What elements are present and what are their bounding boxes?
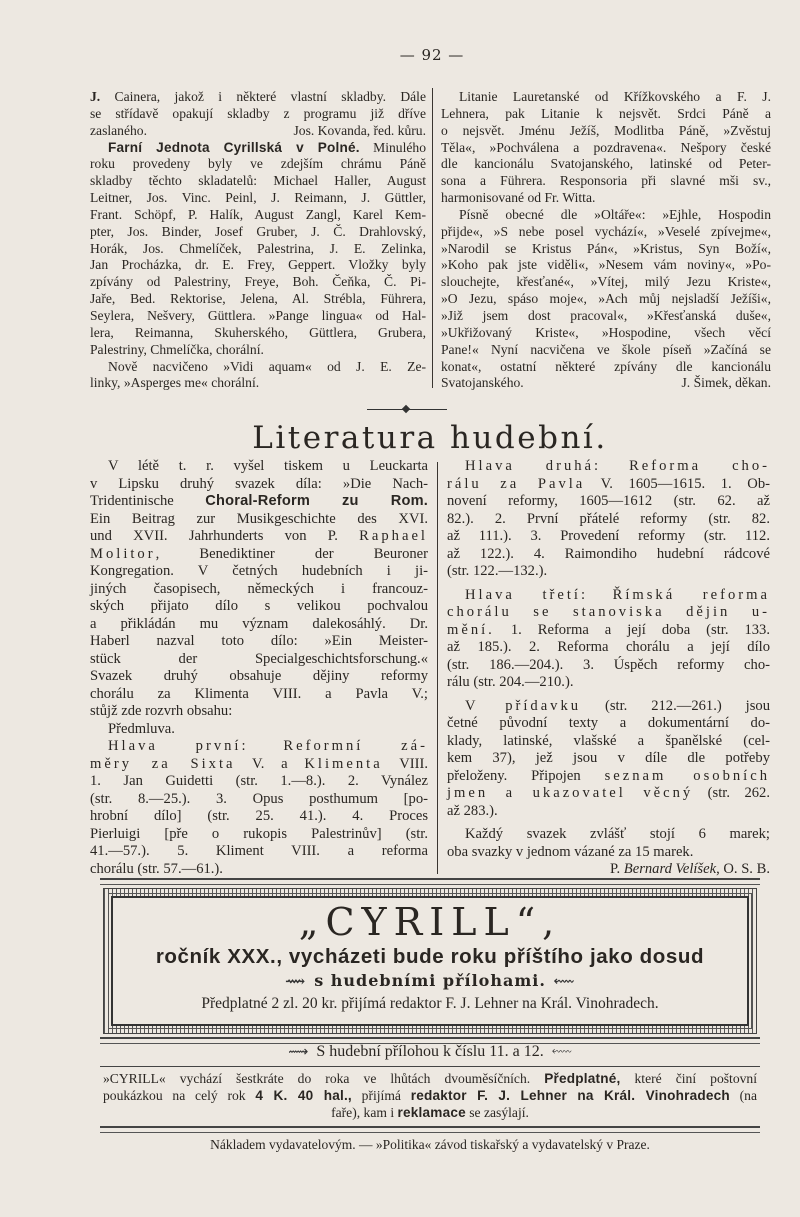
- text-line: [90, 791, 428, 809]
- text-line: [90, 458, 428, 476]
- text: (str. 186.—204.). 3. Úspěch reformy cho-: [447, 656, 770, 673]
- text: »Ukřižovaný Kriste«, »Hospodine, všech věcí: [441, 324, 771, 340]
- text-line: [90, 89, 426, 106]
- paragraph: [103, 1070, 757, 1121]
- text: Písně obecné dle »Oltáře«: »Ejhle, Hospodin: [459, 206, 771, 222]
- advert-price: Předplatné 2 zl. 20 kr. přijímá redaktor F. J. Lehner na Král. Vinohradech.: [201, 995, 659, 1012]
- supplement-line: [0, 1043, 800, 1061]
- top-left-column: [90, 89, 426, 392]
- text-line: [447, 622, 770, 640]
- text: Svazek druhý obsahuje dějiny reformy: [90, 668, 428, 684]
- bold-text: 4 K. 40 hal.,: [255, 1088, 352, 1103]
- text: Jaře, Bed. Rektorise, Jelena, Al. Strébla, Führera,: [90, 291, 426, 307]
- text: roku provedeny byly ve zdejším chrámu Páně: [90, 156, 426, 172]
- swash-right-icon: ⬳: [551, 1045, 572, 1060]
- text-line: [90, 173, 426, 190]
- text-line: [90, 274, 426, 291]
- spaced-text: Hlava druhá:: [465, 458, 602, 474]
- text-line: [447, 476, 770, 494]
- text: zpívány od Palestriny, Freye, Boh. Čeňka, Č. Pi-: [90, 274, 426, 290]
- advert-music-text: s hudebními přílohami.: [314, 971, 546, 990]
- text-line: [90, 861, 428, 879]
- text: V. 1605—1615. 1. Ob-: [585, 475, 770, 492]
- text-line: [90, 616, 428, 634]
- text-line: [90, 633, 428, 651]
- text: (str. 212.—261.) jsou: [581, 697, 770, 714]
- text-line: [441, 274, 771, 291]
- text-line: [90, 123, 426, 140]
- text-line: [90, 106, 426, 123]
- text-line: [90, 375, 426, 392]
- text: Leitner, Jos. Vinc. Peinl, J. Reimann, J. Güttler,: [90, 190, 426, 206]
- subscription-footer: [103, 1070, 757, 1121]
- bold-text: Předplatné,: [544, 1071, 621, 1086]
- text: »Koho pak jste viděli«, »Nesem vám noviny«, »Po-: [441, 257, 771, 273]
- text: Ein Beitrag zur Musikgeschichte des XVI.: [90, 510, 428, 527]
- spaced-text: Klimenta: [304, 755, 383, 772]
- text-line: [90, 156, 426, 173]
- text-line: [447, 768, 770, 786]
- text: V. a: [235, 755, 305, 772]
- text: (str. 8.—25.). 3. Opus posthumum [po-: [90, 790, 428, 807]
- text: Kongregation. V četných hudebních i ji-: [90, 563, 428, 579]
- spaced-text: chorálu se stanoviska dějin u-: [447, 604, 770, 620]
- swash-left-icon: ⟿: [285, 974, 307, 990]
- text-line: [90, 257, 426, 274]
- text-line: [90, 190, 426, 207]
- text: které činí poštovní: [620, 1071, 757, 1086]
- text: pter, Jos. Binder, Josef Gruber, J. Č. Drahlovský,: [90, 223, 426, 239]
- text-line: [90, 738, 428, 756]
- text: Haberl nazval toto dílo: »Ein Meister-: [90, 633, 428, 649]
- text: stück der Specialgeschichtsforschung.«: [90, 650, 428, 667]
- paragraph: [447, 861, 770, 879]
- advert-music-line: [113, 970, 747, 993]
- text-line: [447, 715, 770, 733]
- text: dle kancionálu Svatojanského, latinské od Peter-: [441, 156, 771, 172]
- text: P.: [610, 861, 624, 877]
- bold-text: J.: [90, 89, 101, 104]
- text: se střídavě opakují skladby z programu již dříve: [90, 105, 426, 121]
- ornamental-rule: [367, 408, 447, 411]
- text-line: [90, 843, 428, 861]
- bold-text: redaktor F. J. Lehner na Král. Vinohradech: [410, 1088, 730, 1103]
- text-line: [447, 511, 770, 529]
- text: hrobní dílo] (str. 25. 41.). 4. Proces: [90, 808, 428, 824]
- advert-inner-frame: [111, 896, 749, 1026]
- text: a přikládán mu význam dalekosáhlý. Dr.: [90, 615, 428, 632]
- text: lera, Reimanna, Skuherského, Güttlera, Grubera,: [90, 324, 426, 340]
- text-line: [90, 291, 426, 308]
- text-line: [90, 808, 428, 826]
- text-line: [447, 604, 770, 622]
- text: novení reformy, 1605—1612 (str. 62. až: [447, 493, 770, 509]
- text-line: [441, 342, 771, 359]
- text: linky, »Asperges me« chorální.: [90, 375, 260, 391]
- text: [601, 458, 629, 474]
- text-line: [441, 173, 771, 190]
- text-line: [447, 657, 770, 675]
- text-line: [90, 756, 428, 774]
- text: klady, latinské, vlašské a španělské (cel-: [447, 732, 770, 749]
- page-number: — 92 —: [399, 46, 465, 64]
- text-line: [90, 241, 426, 258]
- text-line: [447, 674, 770, 692]
- text: Pane!« Nyní nacvičena ve škole píseň »Začíná se: [441, 341, 771, 357]
- text: konat«, ostatní některé zpívány dle kancionálu: [441, 358, 771, 374]
- text: v Lipsku druhý svazek díla: »Die Nach-: [90, 475, 428, 492]
- text: Tridentinische: [90, 493, 206, 509]
- text: přijímá: [351, 1088, 411, 1103]
- supplement-text: S hudební přílohou k číslu 11. a 12.: [316, 1043, 544, 1060]
- text: sona a Führera. Responsoria při slavné mši sv.,: [441, 173, 771, 189]
- text-line: [90, 476, 428, 494]
- text-line: [441, 190, 771, 207]
- paragraph: [90, 359, 426, 393]
- paragraph: [90, 458, 428, 721]
- text: Jan Procházka, dr. E. Frey, Geppert. Vložky byly: [90, 257, 426, 273]
- text-line: [90, 546, 428, 564]
- text: Těla«, »Pochválena a pozdravena«. Nešpory české: [441, 139, 771, 155]
- text-line: [441, 359, 771, 376]
- text: »O Jezu, spáso moje«, »Ach můj nejsladší Ježíši«,: [441, 291, 771, 307]
- text-line: [441, 257, 771, 274]
- section-title: Literatura hudební.: [252, 420, 608, 456]
- paragraph: [447, 587, 770, 692]
- text-line: [103, 1087, 757, 1104]
- signature: J. Šimek, děkan.: [681, 375, 771, 391]
- text-line: [447, 803, 770, 821]
- text: (str. 262.: [693, 785, 771, 801]
- text-line: [447, 826, 770, 844]
- spaced-text: Reforma cho-: [629, 458, 771, 474]
- spaced-text: mění.: [447, 621, 495, 638]
- diamond-ornament-icon: [402, 405, 410, 413]
- text: 1. Jan Guidetti (str. 1.—8.). 2. Vynález: [90, 773, 428, 789]
- text: Minulého: [359, 139, 426, 155]
- text: chorálu za Klimenta VIII. a Pavla V.;: [90, 685, 428, 702]
- text-line: [441, 224, 771, 241]
- double-rule: [100, 1126, 760, 1133]
- text: (str. 122.—132.).: [447, 563, 548, 579]
- paragraph: [90, 738, 428, 878]
- text: chorálu (str. 57.—61.).: [90, 860, 223, 877]
- text: faře), kam i: [331, 1105, 398, 1120]
- text-line: [447, 785, 770, 803]
- text-line: [90, 140, 426, 157]
- text-line: [90, 493, 428, 511]
- text: Nově nacvičeno »Vidi aquam« od J. E. Ze-: [108, 358, 426, 374]
- text-line: [90, 342, 426, 359]
- text-line: [90, 308, 426, 325]
- swash-right-icon: ⬳: [553, 974, 575, 990]
- advert-subtitle: ročník XXX., vycházeti bude roku příštího jako dosud: [155, 945, 705, 968]
- text-line: [441, 89, 771, 106]
- text: Lehnera, pak Litanie k nejsvět. Srdci Páně a: [441, 105, 771, 121]
- text-line: [90, 511, 428, 529]
- text: přijde«, »S nebe posel vychází«, »Veselé zpívejme«,: [441, 223, 771, 239]
- text: slouchejte, křesťané«, »Vítej, milý Jezu Kriste«,: [441, 274, 771, 290]
- paragraph: [447, 698, 770, 821]
- text: , O. S. B.: [716, 861, 770, 877]
- paragraph: [447, 458, 770, 581]
- spaced-text: Reformní zá-: [283, 738, 428, 754]
- text-line: [441, 308, 771, 325]
- text: až 111.). 3. Provedení reformy (str. 112.: [447, 528, 770, 544]
- text: Pierluigi [pře o rukopis Palestrinův] (str.: [90, 825, 428, 842]
- text: Každý svazek zvlášť stojí 6 marek;: [465, 826, 770, 842]
- text-line: [441, 291, 771, 308]
- text: o nejsvět. Jménu Ježíš, Modlitba Páně, »Zvěstuj: [441, 122, 771, 138]
- text: Litanie Lauretanské od Křížkovského a F. J.: [459, 89, 771, 104]
- text-line: [447, 733, 770, 751]
- spaced-text: Římská reforma: [612, 586, 770, 603]
- text: 82.). 2. První přátelé reformy (str. 82.: [447, 510, 770, 527]
- text-line: [447, 750, 770, 768]
- text-line: [447, 639, 770, 657]
- text-line: [90, 703, 428, 721]
- text: četné původní texty a dokumentární do-: [447, 715, 770, 731]
- text-line: [90, 563, 428, 581]
- text-line: [90, 826, 428, 844]
- text: Palestriny, Chmelíčka, chorální.: [90, 341, 264, 357]
- spaced-text: Hlava první:: [108, 738, 249, 754]
- paragraph: [441, 207, 771, 392]
- text: VIII.: [382, 755, 428, 772]
- text: Frant. Schöpf, P. Halík, August Zangl, Karel Kem-: [90, 206, 426, 222]
- text: »CYRILL« vychází šestkráte do roka ve lhůtách dvouměsíčních.: [103, 1071, 545, 1086]
- paragraph: [90, 140, 426, 359]
- text-line: [447, 844, 770, 862]
- text: , Benediktiner der Beuroner: [155, 545, 428, 562]
- text-line: [441, 241, 771, 258]
- bold-text: Choral-Reform zu Rom.: [205, 493, 428, 509]
- text-line: [441, 325, 771, 342]
- text-line: [447, 563, 770, 581]
- column-divider: [437, 462, 438, 874]
- text-line: [90, 325, 426, 342]
- text: ských přijato dílo s velikou pochvalou: [90, 598, 428, 614]
- text: se zasýlají.: [465, 1105, 529, 1120]
- text: Předmluva.: [108, 720, 175, 737]
- text: Horák, Jos. Chmelíček, Palestrina, J. E. Zelinka,: [90, 240, 426, 256]
- text-line: [90, 207, 426, 224]
- text-line: [441, 106, 771, 123]
- text-line: [103, 1104, 757, 1121]
- text: kem 37), jež jsou v díle dle potřeby: [447, 750, 770, 766]
- paragraph: [90, 89, 426, 140]
- spaced-text: Hlava třetí:: [465, 586, 588, 603]
- text-line: [441, 123, 771, 140]
- text: Seylera, Nešvery, Güttlera. »Pange lingua« od Hal-: [90, 307, 426, 323]
- text: [588, 587, 613, 603]
- spaced-text: Molitor: [90, 545, 156, 562]
- text-line: [447, 861, 770, 879]
- spaced-text: V přídavku: [465, 697, 582, 714]
- text: V létě t. r. vyšel tiskem u Leuckarta: [108, 458, 428, 474]
- text: 1. Reforma a její doba (str. 133.: [494, 621, 770, 638]
- text-line: [90, 773, 428, 791]
- bold-text: reklamace: [397, 1105, 466, 1120]
- text: Cainera, jakož i některé vlastní skladby. Dále: [100, 89, 426, 104]
- text: oba svazky v jednom vázané za 15 marek.: [447, 843, 694, 860]
- text: přeloženy. Připojen: [447, 767, 605, 784]
- text-line: [90, 359, 426, 376]
- text-line: [103, 1070, 757, 1087]
- text: poukázkou na celý rok: [103, 1088, 256, 1103]
- paragraph: [447, 826, 770, 861]
- text-line: [90, 224, 426, 241]
- spaced-text: jmen a ukazovatel věcný: [447, 785, 694, 801]
- text-line: [447, 587, 770, 605]
- text-line: [441, 207, 771, 224]
- paragraph: [90, 721, 428, 739]
- text: až 283.).: [447, 802, 498, 819]
- text: stůjž zde rozvrh obsahu:: [90, 703, 233, 719]
- text: und XVII. Jahrhunderts von P.: [90, 528, 360, 544]
- rule: [100, 1066, 760, 1067]
- text-line: [90, 581, 428, 599]
- text: skladby těchto skladatelů: Michael Haller, August: [90, 173, 426, 189]
- text-line: [441, 156, 771, 173]
- advert-title: „CYRILL“,: [298, 900, 562, 944]
- text-line: [90, 721, 428, 739]
- text: »Narodil se Kristus Pán«, »Kristus, Syn Boží«,: [441, 240, 771, 256]
- bold-text: Farní Jednota Cyrillská v Polné.: [108, 139, 360, 155]
- text-line: [447, 458, 770, 476]
- text: (na: [729, 1088, 758, 1103]
- spaced-text: rálu za Pavla: [447, 475, 586, 492]
- signature: Jos. Kovanda, řed. kůru.: [293, 122, 426, 138]
- text-line: [90, 686, 428, 704]
- top-right-column: [441, 89, 771, 392]
- italic-text: Bernard Velíšek: [623, 861, 717, 877]
- text: zaslaného.: [90, 122, 147, 138]
- spaced-text: měry za Sixta: [90, 755, 236, 772]
- text: až 122.). 4. Raimondiho hudební rádcové: [447, 545, 770, 562]
- text-line: [90, 598, 428, 616]
- text: 41.—57.). 5. Kliment VIII. a reforma: [90, 843, 428, 859]
- text-line: [447, 528, 770, 546]
- double-rule: [100, 878, 760, 885]
- swash-left-icon: ⟿: [288, 1045, 309, 1060]
- paragraph: [441, 89, 771, 207]
- text-line: [90, 528, 428, 546]
- text-line: [90, 651, 428, 669]
- text: »Již jsem dost pracoval«, »Křesťanská duše«,: [441, 307, 771, 323]
- column-divider: [432, 88, 433, 388]
- imprint: Nákladem vydavatelovým. — »Politika« závod tiskařský a vydavatelský v Praze.: [210, 1137, 650, 1152]
- text: harmonisované od Fr. Witta.: [441, 190, 596, 206]
- spaced-text: seznam osobních: [604, 767, 770, 784]
- text: Svatojanského.: [441, 375, 524, 391]
- text-line: [441, 375, 771, 392]
- review-left-column: [90, 458, 428, 878]
- text: rálu (str. 204.—210.).: [447, 674, 574, 690]
- text: [249, 738, 284, 754]
- text-line: [447, 546, 770, 564]
- text-line: [441, 140, 771, 157]
- review-right-column: [447, 458, 770, 879]
- text-line: [90, 668, 428, 686]
- advert-box: [103, 888, 757, 1034]
- text-line: [447, 493, 770, 511]
- text: jiných časopisech, německých i francouz-: [90, 580, 428, 597]
- spaced-text: Raphael: [359, 528, 428, 544]
- text-line: [447, 698, 770, 716]
- text: až 185.). 2. Reforma chorálu a její dílo: [447, 639, 770, 655]
